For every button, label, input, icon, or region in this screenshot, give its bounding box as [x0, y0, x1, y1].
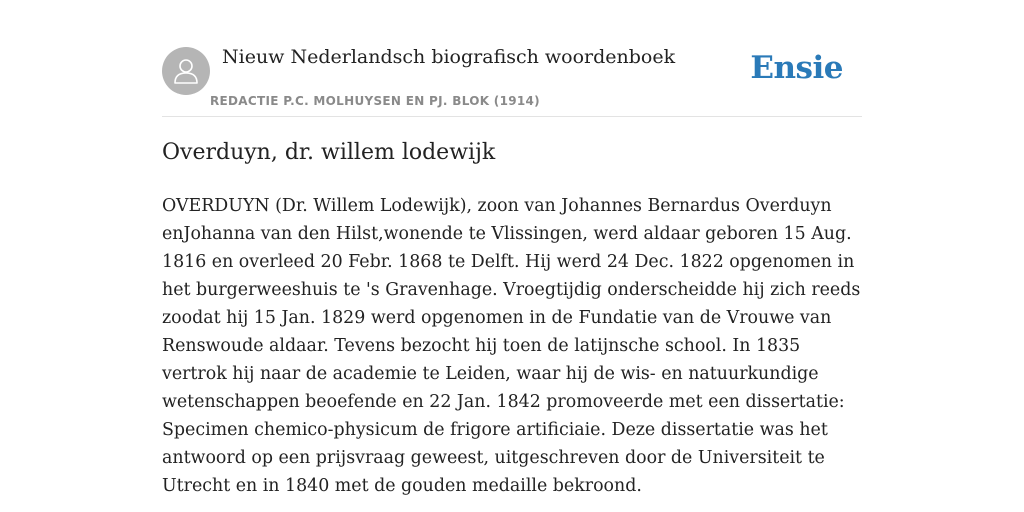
source-header — [162, 40, 862, 117]
user-icon — [173, 57, 199, 85]
source-title[interactable]: Nieuw Nederlandsch biografisch woordenboek — [222, 46, 676, 68]
avatar[interactable] — [162, 47, 210, 95]
ensie-logo[interactable]: Ensie — [750, 50, 843, 86]
article-body: OVERDUYN (Dr. Willem Lodewijk), zoon van Johannes Bernardus Overduyn enJohanna van den Hilst,wonende te Vlissingen, werd aldaar geboren 15 Aug. 1816 en overleed 20 Febr. 1868 te Delft. Hij werd 24 Dec. 1822 opgenomen in het burgerweeshuis te 's Gravenhage. Vroegtijdig onderscheidde hij zich reeds zoodat hij 15 Jan. 1829 werd opgenomen in de Fundatie van de Vrouwe van Renswoude aldaar. Tevens bezocht hij toen de latijnsche school. In 1835 vertrok hij naar de academie te Leiden, waar hij de wis- en natuurkundige wetenschappen beoefende en 22 Jan. 1842 promoveerde met een dissertatie: Specimen chemico-physicum de frigore artificiaie. Deze dissertatie was het antwoord op een prijsvraag geweest, uitgeschreven door de Universiteit te Utrecht en in 1840 met de gouden medaille bekroond. — [162, 196, 861, 496]
source-subtitle: REDACTIE P.C. MOLHUYSEN EN PJ. BLOK (1914) — [210, 94, 540, 108]
article-title: Overduyn, dr. willem lodewijk — [162, 140, 496, 165]
